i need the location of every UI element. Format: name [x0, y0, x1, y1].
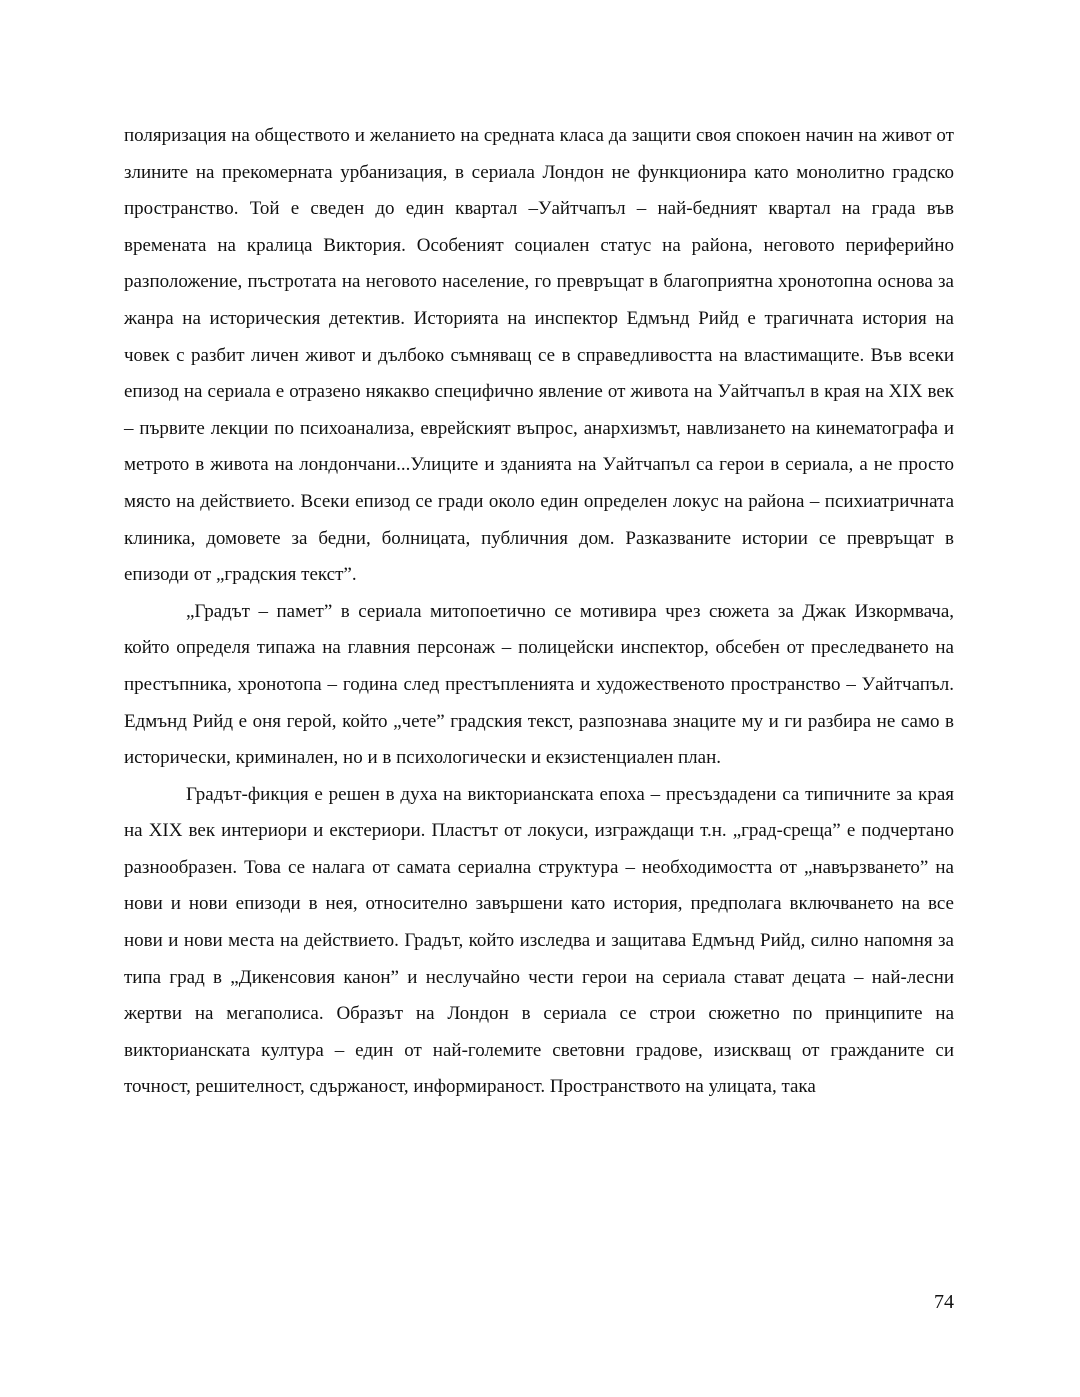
page-number: 74: [934, 1291, 954, 1313]
paragraph-continuation: поляризация на обществото и желанието на средната класа да защити своя спокоен начин на живот от злините на прекомерната урбанизация, в сериала Лондон не функционира като монолитно градско пространство. Той е сведен до един квартал –Уайтчапъл – най-бедният квартал на града във времената на кралица Виктория. Особеният социален статус на района, неговото периферийно разположение, пъстротата на неговото население, го превръщат в благоприятна хронотопна основа за жанра на историческия детектив. Историята на инспектор Едмънд Рийд е трагичната история на човек с разбит личен живот и дълбоко съмняващ се в справедливостта на властимащите. Във всеки епизод на сериала е отразено някакво специфично явление от живота на Уайтчапъл в края на XIX век – първите лекции по психоанализа, еврейският въпрос, анархизмът, навлизането на кинематографа и метрото в живота на лондончани...Улиците и зданията на Уайтчапъл са герои в сериала, а не просто място на действието. Всеки епизод се гради около един определен локус на района – психиатричната клиника, домовете за бедни, болницата, публичния дом. Разказваните истории се превръщат в епизоди от „градския текст”.: [124, 125, 954, 586]
page-body: [124, 118, 954, 1106]
paragraph-city-memory: „Градът – памет” в сериала митопоетично се мотивира чрез сюжета за Джак Изкормвача, който определя типажа на главния персонаж – полицейски инспектор, обсебен от преследването на престъпника, хронотопа – година след престъпленията и художественото пространство – Уайтчапъл. Едмънд Рийд е оня герой, който „чете” градския текст, разпознава знаците му и ги разбира не само в исторически, криминален, но и в психологически и екзистенциален план.: [124, 600, 954, 769]
paragraph-city-fiction: Градът-фикция е решен в духа на викторианската епоха – пресъздадени са типичните за края на XIX век интериори и екстериори. Пластът от локуси, изграждащи т.н. „град-среща” е подчертано разнообразен. Това се налага от самата сериална структура – необходимостта от „навързването” на нови и нови епизоди в нея, относително завършени като история, предполага включването на все нови и нови места на действието. Градът, който изследва и защитава Едмънд Рийд, силно напомня за типа град в „Дикенсовия канон” и неслучайно чести герои на сериала стават децата – най-лесни жертви на мегаполиса. Образът на Лондон в сериала се строи сюжетно по принципите на викторианската култура – един от най-големите световни градове, изискващ от гражданите си точност, решителност, сдържаност, информираност. Пространството на улицата, така: [124, 783, 954, 1098]
